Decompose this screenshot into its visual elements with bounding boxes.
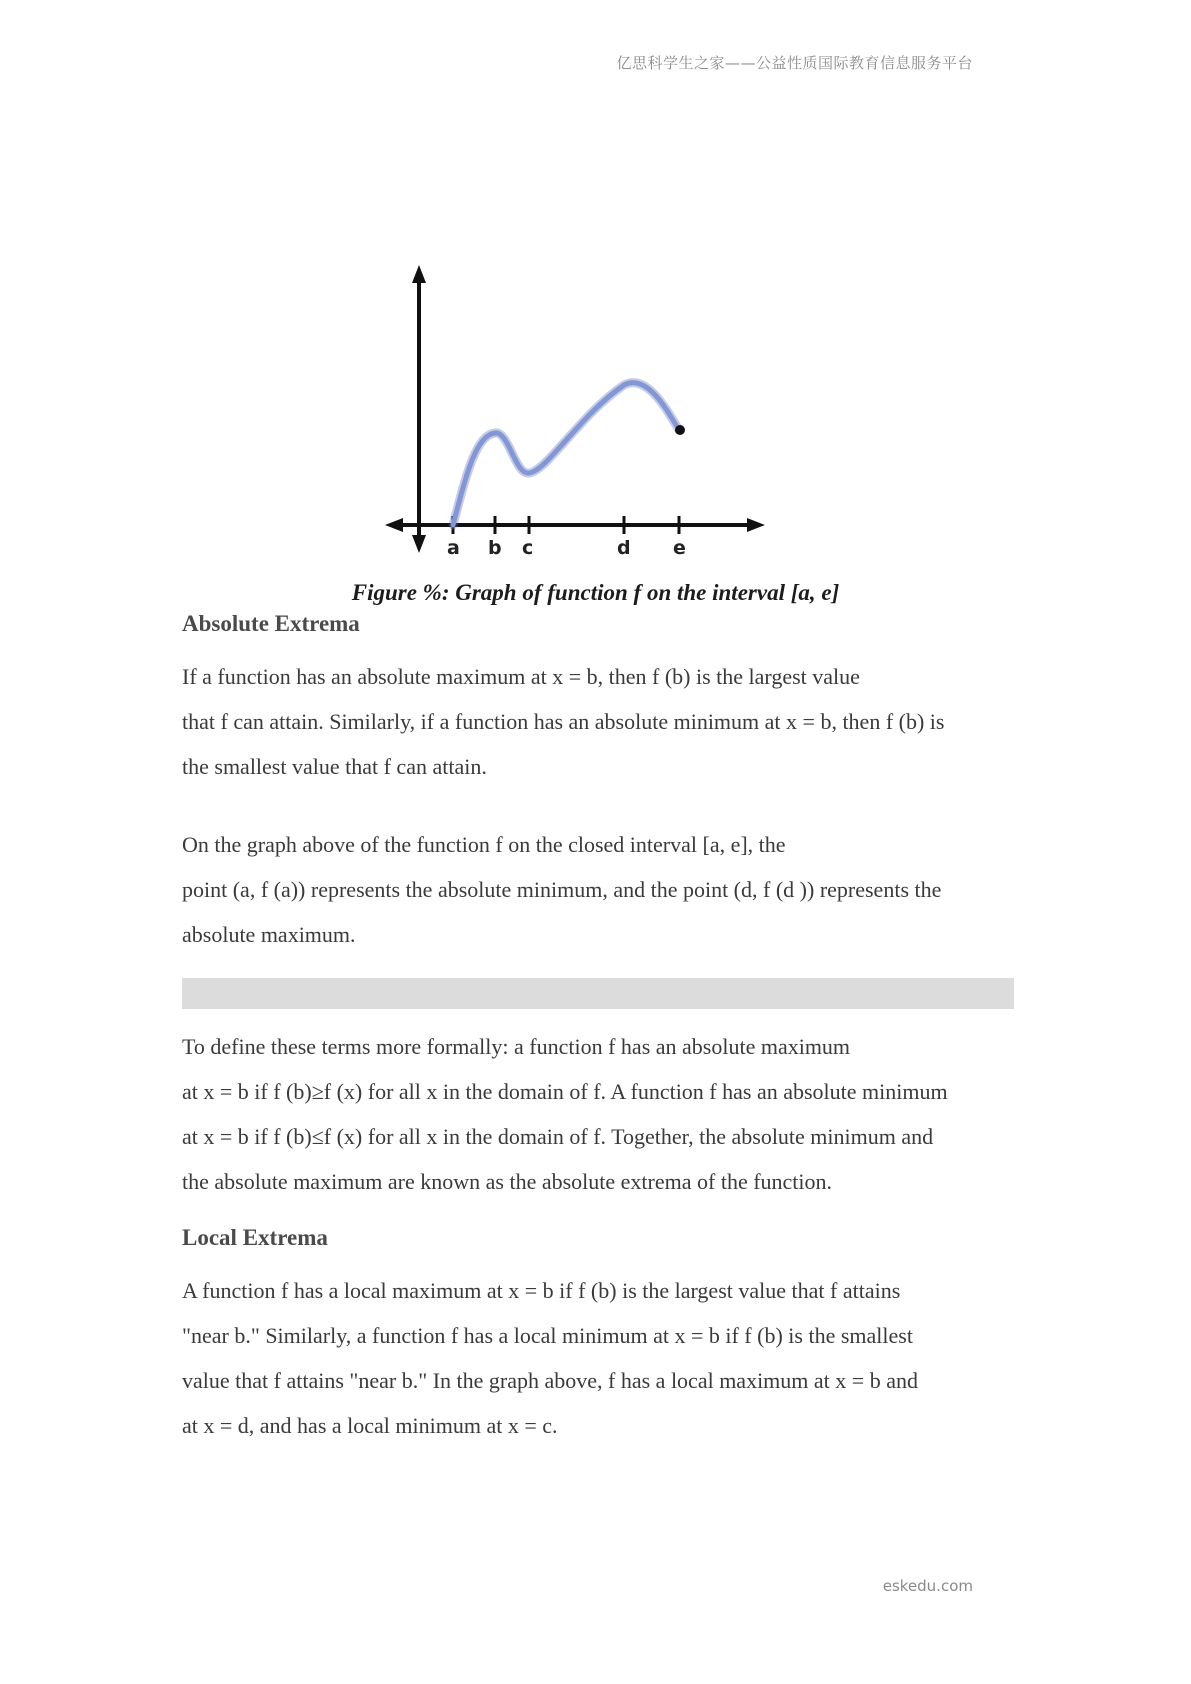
x-axis-arrow-right	[747, 518, 765, 532]
text-line: the smallest value that f can attain.	[182, 754, 487, 779]
text-line: If a function has an absolute maximum at x = b, then f (b) is the largest value	[182, 664, 860, 689]
text-line: point (a, f (a)) represents the absolute minimum, and the point (d, f (d )) represents the	[182, 877, 942, 902]
text-line: absolute maximum.	[182, 922, 356, 947]
tick-label-a: a	[447, 537, 460, 559]
paragraph-absolute-definition	[182, 654, 1022, 789]
function-graph	[385, 265, 765, 565]
text-line: To define these terms more formally: a function f has an absolute maximum	[182, 1034, 851, 1059]
header-site-title: 亿思科学生之家——公益性质国际教育信息服务平台	[616, 54, 973, 72]
text-line: value that f attains "near b." In the graph above, f has a local maximum at x = b and	[182, 1368, 918, 1393]
text-line: A function f has a local maximum at x = b if f (b) is the largest value that f attains	[182, 1278, 901, 1303]
function-curve-core	[453, 383, 679, 525]
text-line: the absolute maximum are known as the absolute extrema of the function.	[182, 1169, 833, 1194]
text-line: "near b." Similarly, a function f has a local minimum at x = b if f (b) is the smallest	[182, 1323, 913, 1348]
heading-local-extrema: Local Extrema	[182, 1225, 328, 1250]
x-axis-arrow-left	[385, 518, 403, 532]
tick-label-b: b	[488, 537, 502, 559]
text-line: at x = d, and has a local minimum at x = c.	[182, 1413, 558, 1438]
paragraph-local-definition	[182, 1268, 1022, 1448]
function-curve	[453, 383, 679, 525]
paragraph-graph-explanation	[182, 822, 1022, 957]
footer-site-url: eskedu.com	[882, 1577, 973, 1595]
tick-label-c: c	[522, 537, 534, 559]
y-axis-arrow-up	[412, 265, 426, 283]
endpoint-dot	[675, 425, 685, 435]
text-line: at x = b if f (b)≤f (x) for all x in the domain of f. Together, the absolute minimum and	[182, 1124, 934, 1149]
text-line: that f can attain. Similarly, if a function has an absolute minimum at x = b, then f (b) is	[182, 709, 945, 734]
heading-absolute-extrema: Absolute Extrema	[182, 611, 360, 636]
figure-caption: Figure %: Graph of function f on the interval [a, e]	[351, 580, 840, 605]
paragraph-formal-definition	[182, 1024, 1022, 1204]
section-divider	[182, 978, 1014, 1009]
tick-label-d: d	[617, 537, 631, 559]
function-graph-figure	[385, 265, 765, 565]
tick-label-e: e	[673, 537, 686, 559]
text-line: at x = b if f (b)≥f (x) for all x in the domain of f. A function f has an absolute minimum	[182, 1079, 948, 1104]
text-line: On the graph above of the function f on the closed interval [a, e], the	[182, 832, 786, 857]
y-axis-arrow-down	[412, 535, 426, 553]
